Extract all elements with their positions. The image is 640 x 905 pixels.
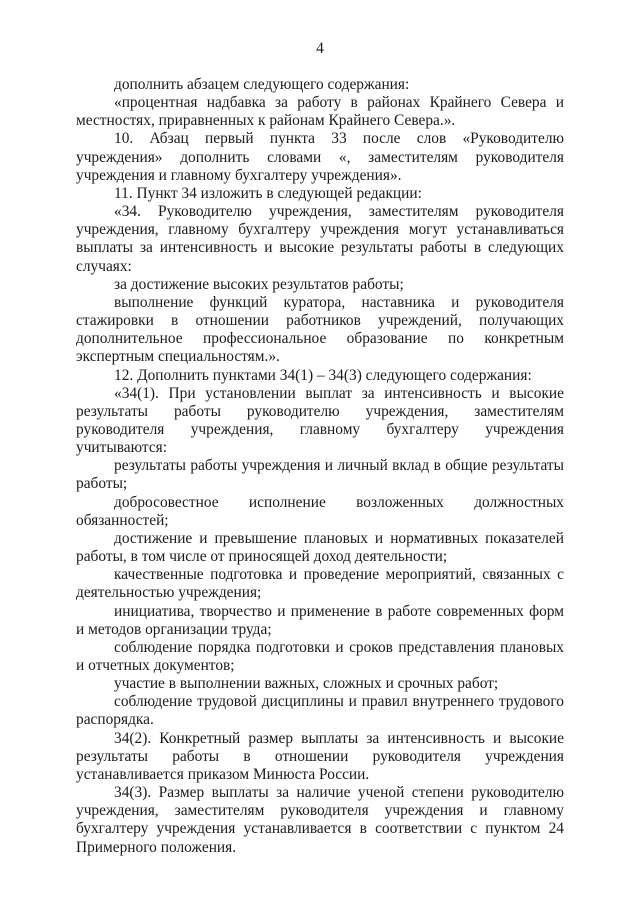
paragraph-targets: достижение и превышение плановых и нормативных показателей работы, в том числе от приносящей доход деятельности; — [76, 529, 564, 566]
paragraph-clause-34-3: 34(3). Размер выплаты за наличие ученой степени руководителю учреждения, заместителям руководителя учреждения и главному бухгалтеру учреждения устанавливается в соответствии с пунктом 24 Примерного положения. — [76, 784, 564, 856]
paragraph-item-11: 11. Пункт 34 изложить в следующей редакции: — [114, 184, 422, 202]
document-body — [76, 76, 564, 857]
paragraph-reporting: соблюдение порядка подготовки и сроков представления плановых и отчетных документов; — [76, 638, 564, 674]
paragraph-initiative: инициатива, творчество и применение в работе современных форм и методов организации труда; — [76, 602, 564, 638]
paragraph-north-allowance: «процентная надбавка за работу в районах Крайнего Севера и местностях, приравненных к районам Крайнего Севера.». — [76, 94, 564, 130]
paragraph-clause-34: «34. Руководителю учреждения, заместителям руководителя учреждения, главному бухгалтеру учреждения могут устанавливаться выплаты за интенсивность и высокие результаты работы в следующих случаях: — [76, 203, 564, 275]
paragraph-item-12: 12. Дополнить пунктами 34(1) – 34(3) следующего содержания: — [114, 366, 532, 384]
paragraph-item-10: 10. Абзац первый пункта 33 после слов «Руководителю учреждения» дополнить словами «, заместителям руководителя учреждения и главному бухгалтеру учреждения». — [76, 130, 564, 184]
paragraph-clause-34-1: «34(1). При установлении выплат за интенсивность и высокие результаты работы руководителю учреждения, заместителям руководителя учреждения, главному бухгалтеру учреждения учитываются: — [76, 384, 564, 457]
paragraph-urgent-work: участие в выполнении важных, сложных и срочных работ; — [114, 675, 499, 693]
paragraph-curator-functions: выполнение функций куратора, наставника и руководителя стажировки в отношении работников учреждений, получающих дополнительное профессиональное образование по конкретным экспертным специальностям.». — [76, 293, 564, 366]
paragraph-clause-34-2: 34(2). Конкретный размер выплаты за интенсивность и высокие результаты работы в отношении руководителя учреждения устанавливается приказом Минюста России. — [76, 729, 564, 783]
page-number: 4 — [316, 40, 324, 57]
paragraph-discipline: соблюдение трудовой дисциплины и правил внутреннего трудового распорядка. — [76, 693, 564, 729]
paragraph-add-clause: дополнить абзацем следующего содержания: — [114, 76, 410, 93]
paragraph-events: качественные подготовка и проведение мероприятий, связанных с деятельностью учреждения; — [76, 566, 564, 602]
paragraph-duties: добросовестное исполнение возложенных должностных обязанностей; — [76, 493, 564, 529]
paragraph-high-results: за достижение высоких результатов работы; — [114, 275, 404, 293]
paragraph-work-results: результаты работы учреждения и личный вклад в общие результаты работы; — [76, 457, 564, 493]
